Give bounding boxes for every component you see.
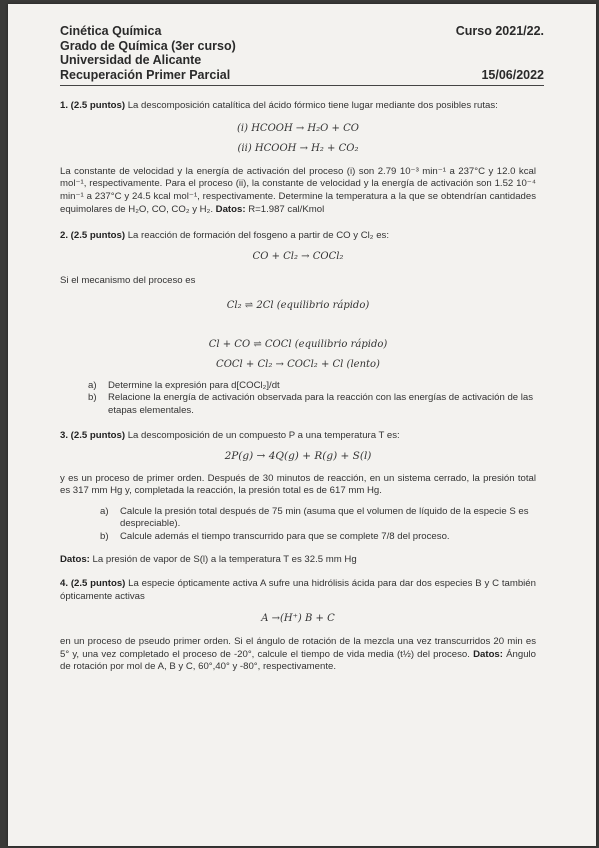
question-3-data: La presión de vapor de S(l) a la temperatura T es 32.5 mm Hg — [92, 553, 357, 565]
question-1-intro: La descomposición catalítica del ácido fórmico tiene lugar mediante dos posibles rutas: — [127, 100, 498, 111]
question-1-equation-i: (i) HCOOH → H₂O + CO — [237, 122, 359, 134]
question-1-points: 1. (2.5 puntos) — [60, 100, 126, 111]
question-4 — [60, 578, 536, 674]
exam-header — [60, 24, 544, 86]
question-1-equation-ii: (ii) HCOOH → H₂ + CO₂ — [237, 143, 359, 155]
question-3-equation: 2P(g) → 4Q(g) + R(g) + S(l) — [224, 450, 372, 463]
question-1-statement: La constante de velocidad y la energía de activación del proceso (i) son 2.79 10⁻³ min⁻¹ a 237°C y 12.0 kcal mol⁻¹, respectivamente. Para el proceso (ii), la constante de velocidad y la energía de activación son 1.52 10⁻⁴ min⁻¹ a 237°C y 24.5 kcal mol⁻¹, respectivamente. Determine la temperatura a la que se obtendrían cantidades equimolares de H₂O, CO, CO₂ y H₂. — [60, 165, 536, 215]
question-3-item-a: a) Calcule la presión total después de 75 min (asuma que el volumen de líquido de la especie S es despreciable). — [100, 506, 536, 531]
course-name: Cinética Química — [60, 24, 162, 38]
question-3-item-b: b) Calcule además el tiempo transcurrido para que se complete 7/8 del proceso. — [100, 531, 450, 543]
question-1-data-label: Datos: — [215, 203, 246, 215]
question-3-points: 3. (2.5 puntos) — [60, 429, 126, 441]
mechanism-step-3: COCl + Cl₂ → COCl₂ + Cl (lento) — [216, 359, 380, 371]
question-4-equation: A →(H⁺) B + C — [261, 613, 335, 625]
question-2 — [60, 230, 536, 417]
question-3 — [60, 430, 536, 567]
question-4-statement: en un proceso de pseudo primer orden. Si el ángulo de rotación de la mezcla una vez transcurridos 20 min es 5° y, una vez completado el proceso de -20°, calcule el tiempo de vida media (t½) del proceso. — [60, 636, 536, 660]
header-divider — [60, 85, 544, 86]
mechanism-step-2: Cl + CO ⇌ COCl (equilibrio rápido) — [208, 338, 388, 350]
question-4-points: 4. (2.5 puntos) — [60, 578, 126, 590]
exam-body — [60, 100, 536, 680]
question-2-equation: CO + Cl₂ → COCl₂ — [252, 250, 344, 262]
question-2-item-b: b) Relacione la energía de activación observada para la reacción con las energías de activación de las etapas elementales. — [88, 392, 536, 417]
question-2-item-a: a) Determine la expresión para d[COCl₂]/dt — [88, 379, 280, 391]
question-4-data: Ángulo de rotación por mol de A, B y C, 60°,40° y -80°, respectivamente. — [60, 648, 537, 673]
question-4-intro: La especie ópticamente activa A sufre una hidrólisis ácida para dar dos especies B y C también ópticamente activas — [60, 578, 536, 602]
university-name: Universidad de Alicante — [60, 53, 202, 67]
question-3-item-b-text: Calcule además el tiempo transcurrido para que se complete 7/8 del proceso. — [120, 531, 450, 543]
degree-name: Grado de Química (3er curso) — [60, 38, 236, 53]
question-3-item-a-text: Calcule la presión total después de 75 min (asuma que el volumen de líquido de la especie S es despreciable). — [120, 505, 529, 530]
question-1-data: R=1.987 cal/Kmol — [248, 203, 325, 215]
question-3-statement: y es un proceso de primer orden. Después de 30 minutos de reacción, en un sistema cerrado, la presión total es 317 mm Hg y, completada la reacción, la presión total es de 617 mm Hg. — [60, 472, 536, 497]
academic-year: Curso 2021/22. — [455, 24, 544, 38]
exam-date: 15/06/2022 — [481, 67, 544, 82]
question-2-item-a-text: Determine la expresión para d[COCl₂]/dt — [108, 379, 280, 391]
exam-sheet — [8, 4, 596, 846]
exam-title: Recuperación Primer Parcial — [60, 67, 231, 82]
question-1 — [60, 100, 536, 216]
question-2-item-b-text: Relacione la energía de activación observada para la reacción con las energías de activación de las etapas elementales. — [108, 392, 534, 416]
mechanism-step-1: Cl₂ ⇌ 2Cl (equilibrio rápido) — [226, 299, 370, 311]
question-4-data-label: Datos: — [473, 648, 503, 660]
question-2-mechanism-intro: Si el mecanismo del proceso es — [60, 275, 196, 287]
question-2-intro: La reacción de formación del fosgeno a partir de CO y Cl₂ es: — [127, 230, 389, 242]
question-3-intro: La descomposición de un compuesto P a una temperatura T es: — [127, 429, 400, 441]
question-3-data-label: Datos: — [60, 553, 90, 565]
question-2-points: 2. (2.5 puntos) — [60, 230, 126, 242]
